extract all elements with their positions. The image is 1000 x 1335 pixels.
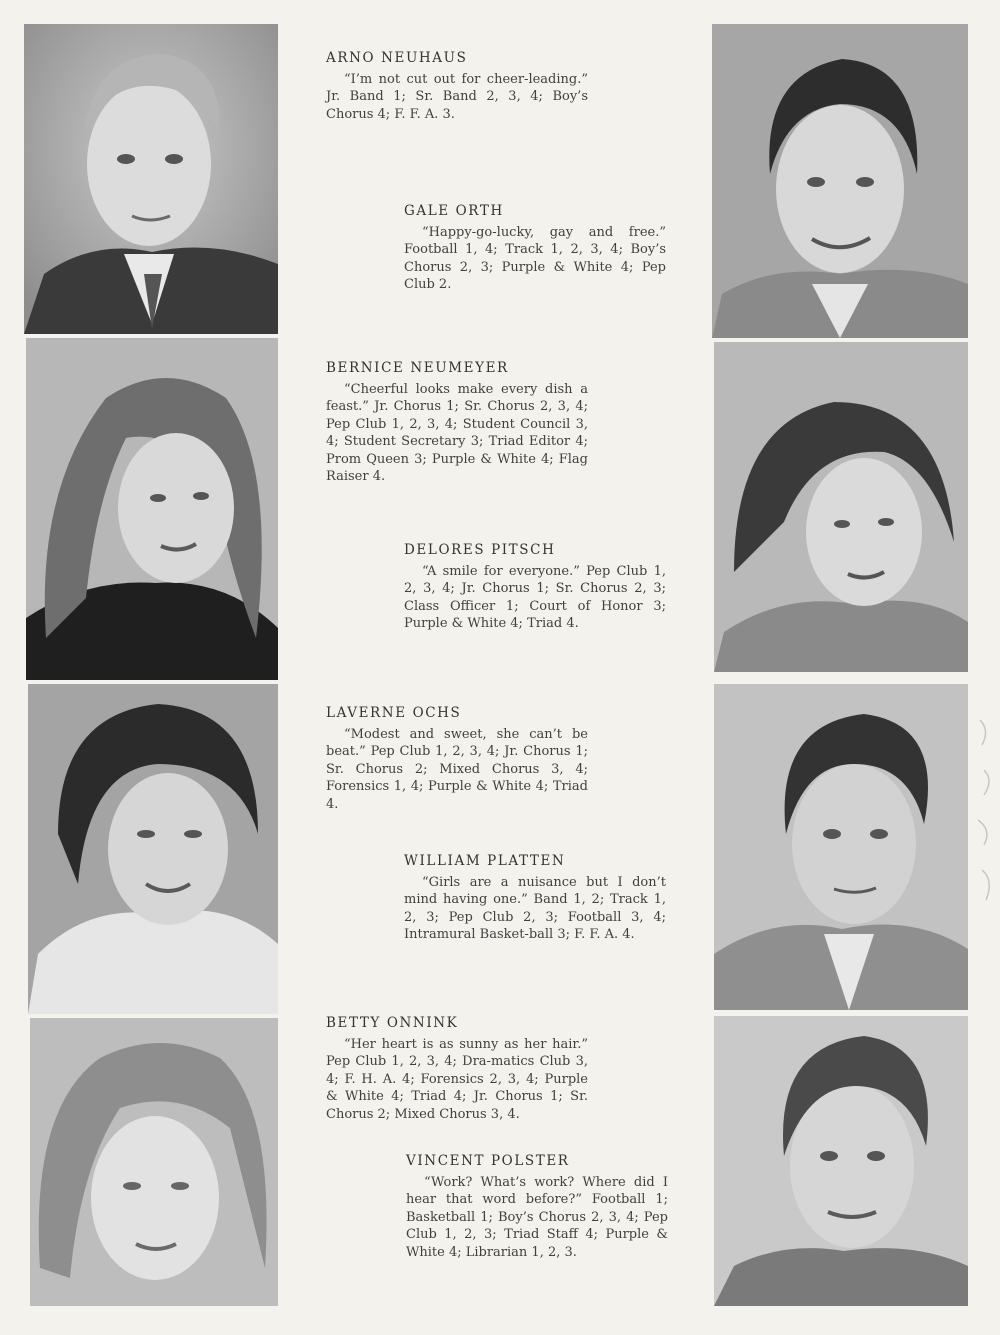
student-bio: “Modest and sweet, she can’t be beat.” Pep Club 1, 2, 3, 4; Jr. Chorus 1; Sr. Chorus 2; Mixed Chorus 3, 4; Forensics 1, 4; Purple & White 4; Triad 4. [326, 727, 588, 812]
portrait-gale-orth [712, 24, 968, 338]
portrait-arno-neuhaus [24, 24, 278, 334]
entry-william-platten [404, 853, 666, 944]
portrait-delores-pitsch [714, 342, 968, 672]
portrait-bernice-neumeyer [26, 338, 278, 680]
entry-bernice-neumeyer [326, 360, 588, 485]
portrait-william-platten [714, 684, 968, 1010]
entry-laverne-ochs [326, 705, 588, 813]
entry-betty-onnink [326, 1015, 588, 1123]
entry-gale-orth [404, 203, 666, 294]
student-bio: “Her heart is as sunny as her hair.” Pep Club 1, 2, 3, 4; Dra-matics Club 3, 4; F. H. A. 4; Forensics 2, 3, 4; Purple & White 4; Triad 4; Jr. Chorus 1; Sr. Chorus 2; Mixed Chorus 3, 4. [326, 1037, 588, 1122]
portrait-vincent-polster [714, 1016, 968, 1306]
student-name: BERNICE NEUMEYER [326, 360, 509, 376]
portrait-laverne-ochs [28, 684, 278, 1014]
student-name: DELORES PITSCH [404, 542, 556, 558]
student-name: LAVERNE OCHS [326, 705, 462, 721]
pencil-mark-decoration [972, 700, 1000, 930]
student-name: WILLIAM PLATTEN [404, 853, 566, 869]
student-bio: “A smile for everyone.” Pep Club 1, 2, 3, 4; Jr. Chorus 1; Sr. Chorus 2, 3; Class Officer 1; Court of Honor 3; Purple & White 4; Triad 4. [404, 564, 666, 632]
student-bio: “Cheerful looks make every dish a feast.” Jr. Chorus 1; Sr. Chorus 2, 3, 4; Pep Club 1, 2, 3, 4; Student Council 3, 4; Student Secretary 3; Triad Editor 4; Prom Queen 3; Purple & White 4; Flag Raiser 4. [326, 382, 588, 485]
student-name: GALE ORTH [404, 203, 504, 219]
student-name: VINCENT POLSTER [406, 1153, 570, 1169]
student-name: BETTY ONNINK [326, 1015, 459, 1031]
portrait-betty-onnink [30, 1018, 278, 1306]
student-name: ARNO NEUHAUS [326, 50, 468, 66]
student-bio: “I’m not cut out for cheer-leading.” Jr. Band 1; Sr. Band 2, 3, 4; Boy’s Chorus 4; F. F. A. 3. [326, 72, 588, 122]
student-bio: “Work? What’s work? Where did I hear that word before?” Football 1; Basketball 1; Boy’s Chorus 2, 3, 4; Pep Club 1, 2, 3; Triad Staff 4; Purple & White 4; Librarian 1, 2, 3. [406, 1175, 668, 1260]
entry-arno-neuhaus [326, 50, 588, 123]
entry-vincent-polster [406, 1153, 668, 1261]
student-bio: “Happy-go-lucky, gay and free.” Football 1, 4; Track 1, 2, 3, 4; Boy’s Chorus 2, 3; Purple & White 4; Pep Club 2. [404, 225, 666, 293]
entry-delores-pitsch [404, 542, 666, 633]
student-bio: “Girls are a nuisance but I don’t mind having one.” Band 1, 2; Track 1, 2, 3; Pep Club 2, 3; Football 3, 4; Intramural Basket-ball 3; F. F. A. 4. [404, 875, 666, 943]
